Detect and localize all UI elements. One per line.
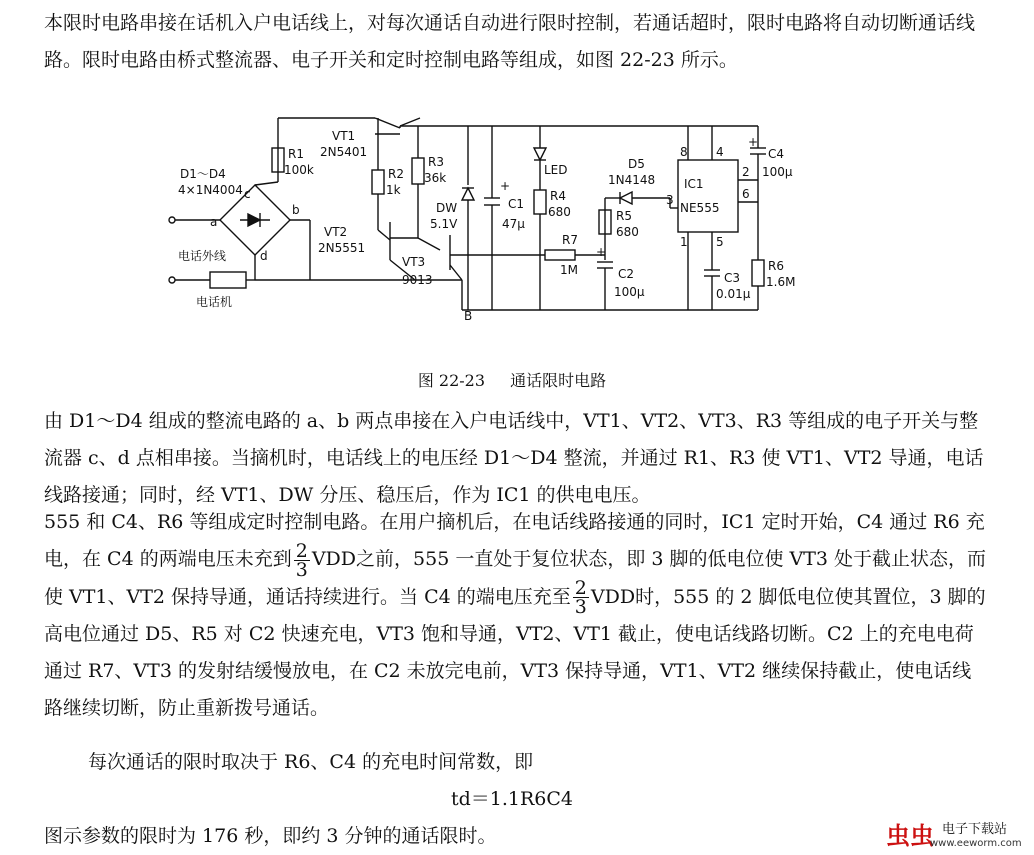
label-dw-val: 5.1V <box>430 217 458 231</box>
ic-555-body <box>678 160 738 232</box>
fraction-numerator: 2 <box>295 539 308 562</box>
paragraph-result: 图示参数的限时为 176 秒，即约 3 分钟的通话限时。 <box>44 825 497 847</box>
paragraph-timer <box>44 504 990 727</box>
label-pin1: 1 <box>680 235 688 249</box>
label-node-a: a <box>210 215 218 229</box>
vdd-symbol: VDD <box>311 548 357 570</box>
label-d1-d4: D1～D4 <box>180 167 226 181</box>
label-r1-val: 100k <box>284 163 314 177</box>
circuit-diagram <box>150 110 796 323</box>
label-pin5: 5 <box>716 235 724 249</box>
vdd-symbol: VDD <box>590 585 636 608</box>
label-ic-part: NE555 <box>680 201 720 215</box>
label-r7: R7 <box>562 233 578 247</box>
label-c1-val: 47μ <box>502 217 525 231</box>
label-vt1: VT1 <box>332 129 356 143</box>
label-pin4: 4 <box>716 145 724 159</box>
label-c3-val: 0.01μ <box>716 287 751 301</box>
paragraph-time-constant: 每次通话的限时取决于 R6、C4 的充电时间常数，即 <box>88 751 534 773</box>
label-c2: C2 <box>618 267 635 281</box>
label-dw: DW <box>436 201 458 215</box>
r4-resistor <box>534 190 546 214</box>
fraction-denominator: 3 <box>295 558 308 581</box>
label-r2: R2 <box>388 167 404 181</box>
label-d5: D5 <box>628 157 645 171</box>
figure-caption <box>0 368 1024 391</box>
telephone-box <box>210 272 246 288</box>
label-d5-part: 1N4148 <box>608 173 656 187</box>
label-c4-val: 100μ <box>762 165 793 179</box>
label-r3-val: 36k <box>424 171 447 185</box>
label-led: LED <box>544 163 568 177</box>
label-c3: C3 <box>724 271 741 285</box>
label-node-c: c <box>244 187 251 201</box>
label-c2-val: 100μ <box>614 285 645 299</box>
figure-title: 通话限时电路 <box>510 371 607 390</box>
label-phone: 电话机 <box>196 295 233 309</box>
fraction-two-thirds-2 <box>573 579 589 616</box>
fraction-numerator: 2 <box>574 577 587 599</box>
label-node-b: b <box>292 203 300 217</box>
label-r6-val: 1.6M <box>766 275 796 289</box>
r3-resistor <box>412 158 424 184</box>
label-node-d: d <box>260 249 268 263</box>
label-pin3: 3 <box>666 193 674 207</box>
label-d-part: 4×1N4004 <box>178 183 243 197</box>
label-vt1-part: 2N5401 <box>320 145 368 159</box>
watermark-site-name: 电子下载站 <box>942 822 1008 837</box>
label-node-B: B <box>464 309 473 323</box>
watermark-url: www.eeworm.com <box>930 838 1022 849</box>
circuit-labels <box>178 129 795 323</box>
label-c1-plus: + <box>500 179 511 193</box>
label-phone-line: 电话外线 <box>178 249 227 263</box>
fraction-two-thirds <box>294 539 310 581</box>
label-vt3-part: 9013 <box>402 273 433 287</box>
r6-resistor <box>752 260 764 286</box>
label-pin2: 2 <box>742 165 750 179</box>
label-c4: C4 <box>768 147 785 161</box>
label-r3: R3 <box>428 155 444 169</box>
r7-resistor <box>545 250 575 260</box>
label-c4-plus: + <box>748 135 759 149</box>
timer-text-b: 之前，555 一直处于复位状态，即 3 脚的低电位使 VT3 处于截止状态，而使 VT1、VT2 保持导通，通话持续进行。当 C4 的端电压充至 <box>44 548 987 608</box>
watermark-logo: 虫虫 <box>886 822 934 850</box>
label-r4: R4 <box>550 189 566 203</box>
formula-td: td＝1.1R6C4 <box>450 788 574 810</box>
label-r7-val: 1M <box>560 263 578 277</box>
timer-text-a: 555 和 C4、R6 等组成定时控制电路。在用户摘机后，在电话线路接通的同时，IC1 定时开始，C4 通过 R6 充电，在 C4 的两端电压未充到 <box>44 511 985 570</box>
label-ic: IC1 <box>684 177 704 191</box>
label-r4-val: 680 <box>548 205 571 219</box>
label-r2-val: 1k <box>386 183 401 197</box>
label-c2-plus: + <box>596 245 607 259</box>
label-r6: R6 <box>768 259 784 273</box>
label-pin8: 8 <box>680 145 688 159</box>
label-r5-val: 680 <box>616 225 639 239</box>
label-c1: C1 <box>508 197 525 211</box>
label-vt2: VT2 <box>324 225 348 239</box>
timer-text-c: 时，555 的 2 脚低电位使其置位，3 脚的高电位通过 D5、R5 对 C2 快速充电，VT3 饱和导通，VT2、VT1 截止，使电话线路切断。C2 上的充电电荷通过 R7、VT3 的发射结缓慢放电，在 C2 未放完电前，VT3 保持导通，VT1、VT2 继续保持截止，使电话线路继续切断，防止重新拨号通话。 <box>44 585 986 719</box>
fraction-denominator: 3 <box>574 596 587 618</box>
label-pin6: 6 <box>742 187 750 201</box>
paragraph-rectifier: 由 D1～D4 组成的整流电路的 a、b 两点串接在入户电话线中，VT1、VT2、VT3、R3 等组成的电子开关与整流器 c、d 点相串接。当摘机时，电话线上的电压经 D1～D4 整流，并通过 R1、R3 使 VT1、VT2 导通，电话线路接通；同时，经 VT1、DW 分压、稳压后，作为 IC1 的供电电压。 <box>44 410 984 506</box>
figure-number: 图 22-23 <box>417 371 486 390</box>
label-r1: R1 <box>288 147 304 161</box>
circuit-wires <box>169 118 766 310</box>
label-vt3: VT3 <box>402 255 426 269</box>
r2-resistor <box>372 170 384 194</box>
label-vt2-part: 2N5551 <box>318 241 366 255</box>
watermark <box>872 796 1022 854</box>
paragraph-intro: 本限时电路串接在话机入户电话线上，对每次通话自动进行限时控制，若通话超时，限时电路将自动切断通话线路。限时电路由桥式整流器、电子开关和定时控制电路等组成，如图 22-23 所示。 <box>44 12 976 71</box>
label-r5: R5 <box>616 209 632 223</box>
